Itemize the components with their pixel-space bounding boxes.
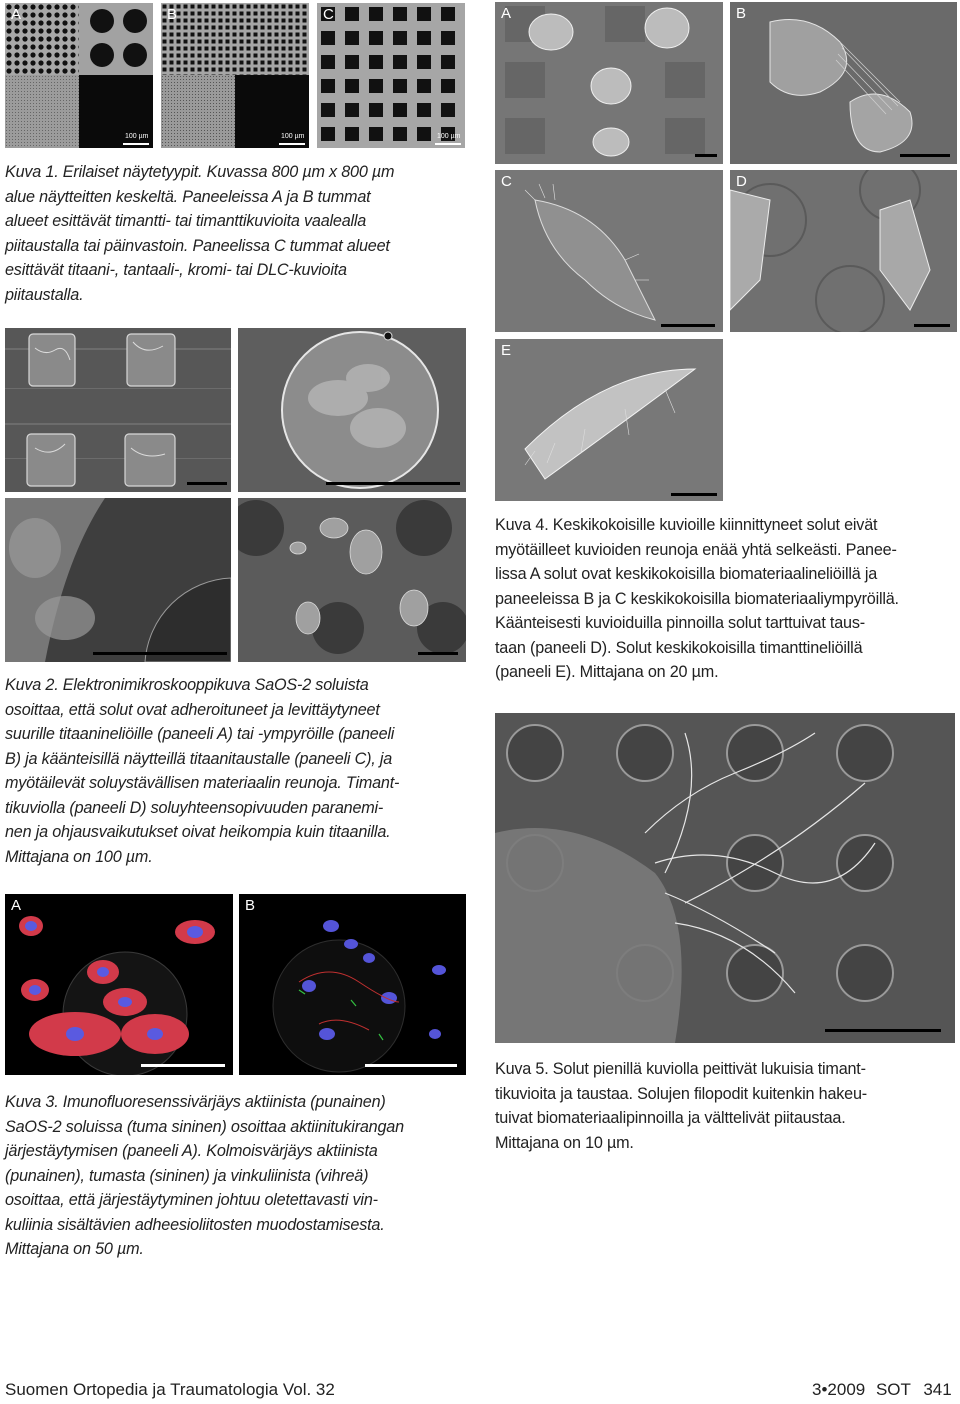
- caption-line: tuivat biomateriaalipinnoilla ja välttelivät piitaustaa.: [495, 1109, 846, 1127]
- caption-line: alueet esittävät timantti- tai timanttikuvioita vaalealla: [5, 212, 367, 230]
- figure2-panel-d-scalebar: [418, 652, 458, 655]
- figure2-panel-b-image: [238, 328, 466, 492]
- figure1-panel-c: [317, 3, 465, 148]
- figure4-panel-c-image: [495, 170, 723, 332]
- figure2-panel-d: [238, 498, 466, 662]
- caption-line: osoittaa, että solut ovat adheroituneet ja levittäytyneet: [5, 700, 380, 719]
- figure5-caption: [495, 1057, 957, 1155]
- figure4-panel-c: [495, 170, 723, 332]
- caption-line: nen ja ohjausvaikutukset oivat heikompia kuin titaanilla.: [5, 823, 391, 841]
- figure4-panel-a: [495, 2, 723, 164]
- figure4-panel-e: [495, 339, 723, 501]
- figure5-image-svg: [495, 713, 955, 1043]
- figure3-panel-a-image: [5, 894, 233, 1075]
- figure1-caption: [5, 160, 475, 307]
- figure3-panel-b-scalebar: [365, 1064, 457, 1067]
- figure2-panel-c-image: [5, 498, 231, 662]
- figure1-panel-b-image: [161, 3, 309, 148]
- caption-line: suurille titaanineliöille (paneeli A) tai -ympyröille (paneeli: [5, 725, 395, 743]
- figure4-caption: [495, 513, 957, 685]
- figure4-panel-e-image: [495, 339, 723, 501]
- figure1-panel-a: [5, 3, 153, 148]
- caption-line: Kuva 3. Imunofluoresenssivärjäys aktiinista (punainen): [5, 1093, 386, 1111]
- figure2-panel-c-scalebar: [93, 652, 227, 655]
- figure4-panel-b-label: B: [736, 5, 747, 22]
- figure1-panel-b-label: B: [167, 6, 178, 23]
- figure4-panel-b: [730, 2, 957, 164]
- figure3-caption: [5, 1090, 480, 1262]
- caption-line: alue näytteitten keskeltä. Paneeleissa A ja B tummat: [5, 187, 371, 206]
- caption-line: Kuva 5. Solut pienillä kuviolla peittivät lukuisia timant-: [495, 1060, 866, 1078]
- figure1-panel-b: [161, 3, 309, 148]
- figure1-panel-c-scalebar: [435, 143, 461, 145]
- figure1-panel-b-scale-text: 100 µm: [281, 133, 305, 140]
- caption-line: SaOS-2 soluissa (tuma sininen) osoittaa aktiinitukirangan: [5, 1117, 404, 1136]
- page-number: 341: [923, 1380, 952, 1399]
- figure4-panel-d: [730, 170, 957, 332]
- issue-number: 3•2009: [812, 1380, 866, 1399]
- figure3-panel-b-label: B: [245, 897, 256, 914]
- caption-line: kuliinia sisältävien adheesioliitosten muodostamisesta.: [5, 1215, 385, 1234]
- caption-line: piitaustalla tai päinvastoin. Paneelissa C tummat alueet: [5, 236, 390, 255]
- figure5-image: [495, 713, 955, 1043]
- figure1-panel-c-scale-text: 100 µm: [437, 133, 461, 140]
- caption-line: Käänteisesti kuvioiduilla pinnoilla solut tarttuivat taus-: [495, 614, 865, 632]
- figure1-panel-c-label: C: [323, 6, 334, 23]
- journal-abbrev: SOT: [875, 1380, 911, 1399]
- figure4-panel-a-scalebar: [695, 154, 717, 157]
- figure4-panel-a-label: A: [501, 5, 512, 22]
- caption-line: piitaustalla.: [5, 285, 84, 304]
- figure1-panel-a-label: A: [11, 6, 22, 23]
- caption-line: Mittajana on 100 µm.: [5, 847, 153, 866]
- journal-volume: Vol. 32: [282, 1380, 335, 1399]
- caption-line: Kuva 1. Erilaiset näytetyypit. Kuvassa 800 µm x 800 µm: [5, 163, 395, 181]
- caption-line: Mittajana on 10 µm.: [495, 1133, 634, 1152]
- figure3-panel-a-label: A: [11, 897, 22, 914]
- caption-line: Kuva 2. Elektronimikroskooppikuva SaOS-2 soluista: [5, 676, 369, 694]
- figure2-panel-b: [238, 328, 466, 492]
- figure2-panel-d-image: [238, 498, 466, 662]
- figure5-scalebar: [825, 1029, 941, 1032]
- figure4-panel-e-scalebar-bar: [671, 493, 717, 496]
- caption-line: esittävät titaani-, tantaali-, kromi- tai DLC-kuvioita: [5, 261, 347, 279]
- caption-line: Mittajana on 50 µm.: [5, 1240, 144, 1258]
- figure2-panel-a-scalebar: [187, 482, 227, 485]
- caption-line: myötäilleet kuvioiden reunoja enää yhtä selkeästi. Panee-: [495, 540, 897, 559]
- figure4-panel-c-scalebar: [661, 324, 715, 327]
- figure1-panel-a-scalebar: [123, 143, 149, 145]
- caption-line: järjestäytymisen (paneeli A). Kolmoisvärjäys aktiinista: [5, 1142, 378, 1160]
- figure2-panel-a: [5, 328, 231, 492]
- figure2-caption: [5, 673, 480, 869]
- journal-title: Suomen Ortopedia ja Traumatologia: [5, 1380, 279, 1399]
- figure1-panel-a-image: [5, 3, 153, 148]
- figure3-panel-a-scalebar: [141, 1064, 225, 1067]
- caption-line: osoittaa, että järjestäytyminen johtuu oletettavasti vin-: [5, 1191, 378, 1209]
- footer-journal: [5, 1380, 335, 1400]
- figure3-panel-b-image: [239, 894, 466, 1075]
- figure4-panel-c-label: C: [501, 173, 512, 190]
- figure4-panel-d-scalebar: [914, 324, 950, 327]
- figure2-panel-b-scalebar: [326, 482, 460, 485]
- caption-line: tikuviolla (paneeli D) soluyhteensopivuuden paranemi-: [5, 798, 384, 817]
- figure1-panel-a-scale-text: 100 µm: [125, 133, 149, 140]
- figure2-panel-c: [5, 498, 231, 662]
- figure3-panel-a: [5, 894, 233, 1075]
- caption-line: taan (paneeli D). Solut keskikokoisilla timanttineliöillä: [495, 638, 863, 657]
- figure4-panel-b-image: [730, 2, 957, 164]
- figure4-panel-d-image: [730, 170, 957, 332]
- figure4-panel-a-image: [495, 2, 723, 164]
- caption-line: B) ja käänteisillä näytteillä titaanitaustalle (paneeli C), ja: [5, 749, 393, 768]
- figure1-panel-c-image: [317, 3, 465, 148]
- caption-line: paneeleissa B ja C keskikokoisilla biomateriaaliympyröillä.: [495, 589, 899, 608]
- figure4-panel-b-scalebar: [900, 154, 950, 157]
- figure1-panel-b-scalebar: [279, 143, 305, 145]
- footer-issue: [812, 1380, 952, 1400]
- figure2-panel-a-image: [5, 328, 231, 492]
- caption-line: (punainen), tumasta (sininen) ja vinkuliinista (vihreä): [5, 1166, 369, 1185]
- caption-line: tikuvioita ja taustaa. Solujen filopodit kuitenkin hakeu-: [495, 1084, 867, 1103]
- caption-line: lissa A solut ovat keskikokoisilla biomateriaalineliöillä ja: [495, 565, 878, 583]
- figure4-panel-e-label: E: [501, 342, 512, 359]
- caption-line: myötäilevät soluystävällisen materiaalin reunoja. Timant-: [5, 774, 400, 792]
- caption-line: Kuva 4. Keskikokoisille kuvioille kiinnittyneet solut eivät: [495, 516, 878, 534]
- figure3-panel-b: [239, 894, 466, 1075]
- figure4-panel-d-label: D: [736, 173, 747, 190]
- caption-line: (paneeli E). Mittajana on 20 µm.: [495, 663, 719, 681]
